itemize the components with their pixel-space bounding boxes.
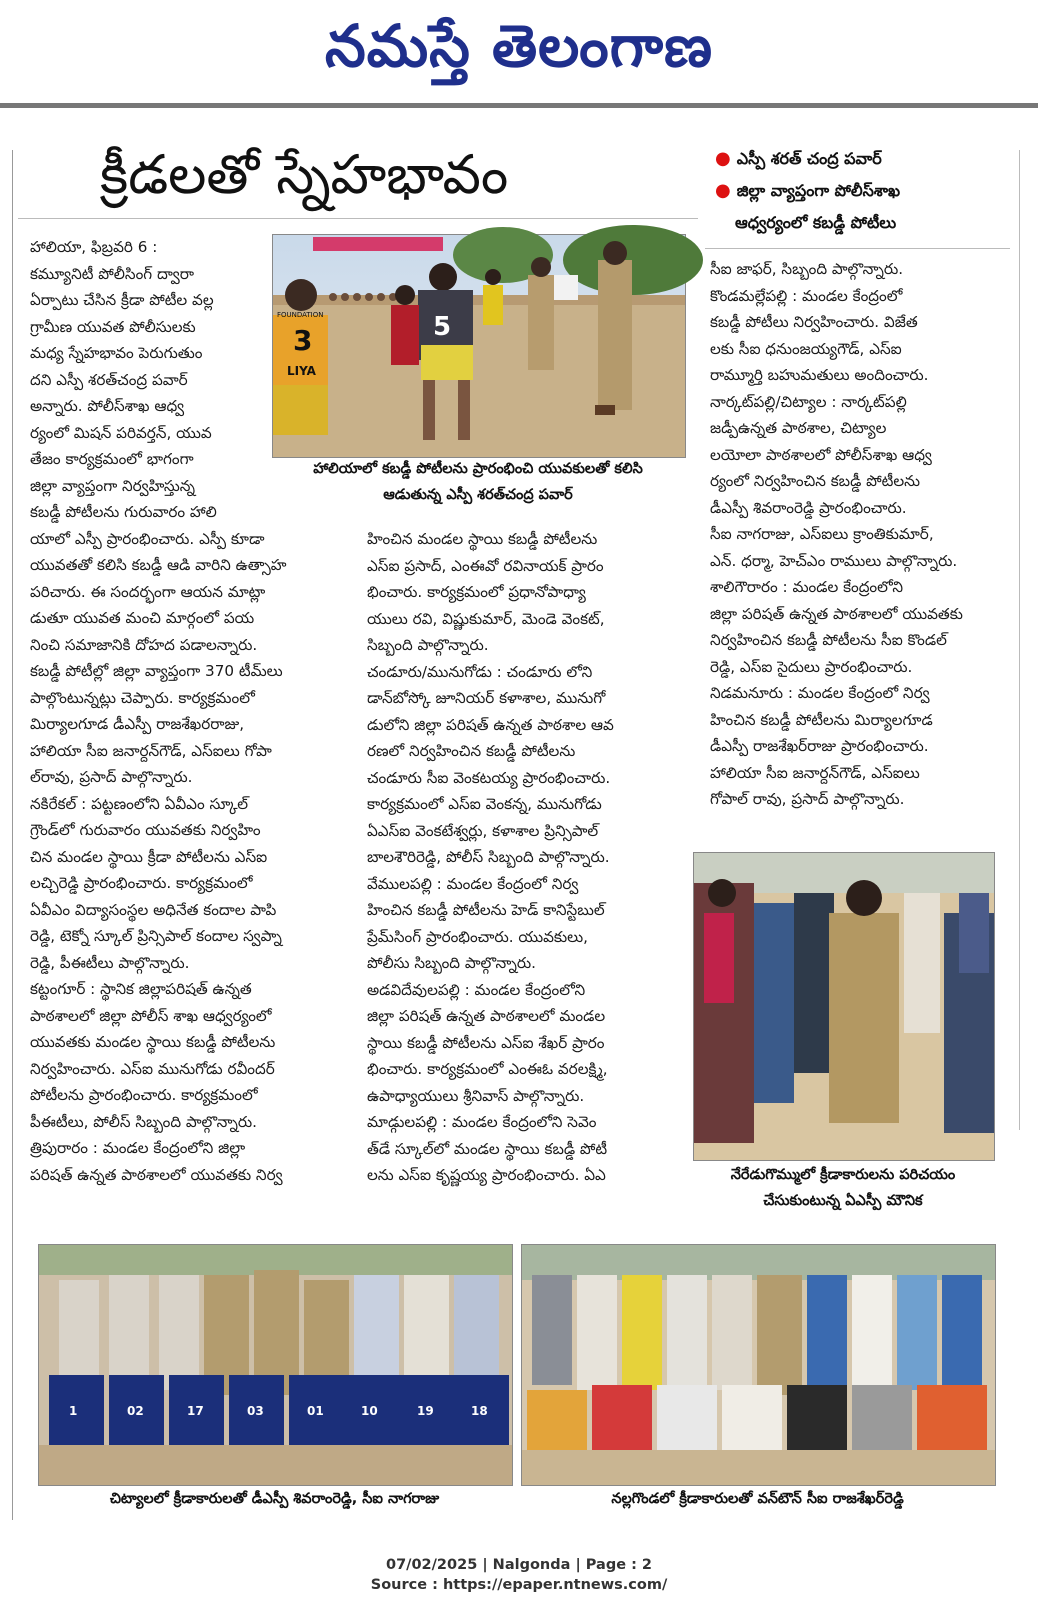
photo-chityal <box>38 1244 513 1486</box>
article-text-line: జిల్లా వ్యాప్తంగా నిర్వహిస్తున్న <box>30 476 195 495</box>
article-text-line: పాఠశాలలో జిల్లా పోలీస్ శాఖ ఆధ్వర్యంలో <box>30 1006 272 1025</box>
article-text-line: లకు సీఐ ధనుంజయ్యగౌడ్, ఎస్ఐ <box>710 339 902 358</box>
article-text-line: ఏవీఎం విద్యాసంస్థల అధినేత కందాల పాపి <box>30 900 277 919</box>
article-text-line: ర్యంలో నిర్వహించిన కబడ్డీ పోటీలను <box>710 472 921 490</box>
article-text-line: కొండమల్లేపల్లి : మండల కేంద్రంలో <box>710 286 903 305</box>
article-text-line: బాలశౌరిరెడ్డి, పోలీస్ సిబ్బంది పాల్గొన్నారు. <box>367 848 610 866</box>
article-text-line: మధ్య స్నేహభావం పెరుగుతుం <box>30 344 203 362</box>
article-text-line: ఉపాధ్యాయులు శ్రీనివాస్ పాల్గొన్నారు. <box>367 1086 585 1105</box>
article-text-line: గ్రౌండ్‌లో గురువారం యువతకు నిర్వహిం <box>30 821 261 839</box>
team-number: 19 <box>417 1404 434 1418</box>
article-text-line: నార్కట్‌పల్లి/చిట్యాల : నార్కట్‌పల్లి <box>710 392 907 411</box>
right-margin-rule <box>1019 150 1020 1130</box>
article-text-line: స్థాయి కబడ్డీ పోటీలను ఎస్ఐ శేఖర్ ప్రారం <box>367 1033 605 1052</box>
highlight-item: ● ఎస్పీ శరత్ చంద్ర పవార్ <box>715 148 882 169</box>
article-text-line: యులు రవి, విష్ణుకుమార్, మెండె వెంకట్, <box>367 609 605 628</box>
photo-main-caption: హాలియాలో కబడ్డీ పోటీలను ప్రారంభించి యువకులతో కలిసి ఆడుతున్న ఎస్పీ శరత్‌చంద్ర పవార్ <box>313 461 643 503</box>
article-text-line: హించిన కబడ్డీ పోటీలను మిర్యాలగూడ <box>710 710 933 729</box>
article-text-line: డుతూ యువత మంచి మార్గంలో పయ <box>30 609 255 627</box>
article-text-line: లయోలా పాఠశాలలో పోలీస్‌శాఖ ఆధ్వ <box>710 445 932 464</box>
jersey-number-3: 3 <box>293 324 313 357</box>
article-text-line: కబడ్డీ పోటీలను గురువారం హాలి <box>30 503 217 521</box>
article-column-1 <box>30 234 287 1188</box>
highlights-rule <box>705 248 1010 249</box>
article-text-line: రామ్మూర్తి బహుమతులు అందించారు. <box>710 366 929 384</box>
article-text-line: ఎస్ఐ ప్రసాద్, ఎంఈవో రవినాయక్ ప్రారం <box>367 556 604 575</box>
team-number: 17 <box>187 1404 204 1418</box>
article-text-line: వేములపల్లి : మండల కేంద్రంలో నిర్వ <box>367 874 579 893</box>
article-text-line: డులోని జిల్లా పరిషత్ ఉన్నత పాఠశాల ఆవ <box>367 715 614 734</box>
article-text-line: భించారు. కార్యక్రమంలో ఎంఈఓ వరలక్ష్మి, <box>367 1060 608 1078</box>
article-text-line: గ్రామీణ యువత పోలీసులకు <box>30 317 196 336</box>
article-text-line: కబడ్డీ పోటీల్లో జిల్లా వ్యాప్తంగా 370 టీమ్‌లు <box>30 662 283 680</box>
article-text-line: జడ్పీఉన్నత పాఠశాల, చిట్యాల <box>710 419 887 437</box>
article-column-3 <box>710 256 1006 813</box>
article-text-line: ల్‌రావు, ప్రసాద్ పాల్గొన్నారు. <box>30 768 193 786</box>
article-text-line: దని ఎస్పీ శరత్‌చంద్ర పవార్ <box>30 370 188 389</box>
article-text-line: ర్యంలో మిషన్ పరివర్తన్, యువ <box>30 423 212 442</box>
article-text-line: అడవిదేవులపల్లి : మండల కేంద్రంలోని <box>367 980 586 999</box>
article-text-line: పరిషత్ ఉన్నత పాఠశాలలో యువతకు నిర్వ <box>30 1165 283 1184</box>
article-text-line: ఏర్పాటు చేసిన క్రీడా పోటీల వల్ల <box>30 291 214 309</box>
article-text-line: రెడ్డి, ఎస్ఐ సైదులు ప్రారంభించారు. <box>710 657 913 676</box>
article-text-line: సీఐ జాఫర్, సిబ్బంది పాల్గొన్నారు. <box>710 260 904 278</box>
article-text-line: హించిన మండల స్థాయి కబడ్డీ పోటీలను <box>367 530 598 548</box>
jersey-number-5: 5 <box>433 312 452 342</box>
article-text-line: తేజం కార్యక్రమంలో భాగంగా <box>30 450 194 468</box>
article-text-line: హాలియా సీఐ జనార్దన్‌గౌడ్, ఎస్ఐలు <box>710 763 920 782</box>
photo-kabaddi-haliya-image <box>273 235 685 457</box>
bullet-icon: ● <box>715 148 731 169</box>
article-text-line: యువతకు మండల స్థాయి కబడ్డీ పోటీలను <box>30 1033 276 1051</box>
highlight-item: ● జిల్లా వ్యాప్తంగా పోలీస్‌శాఖ <box>715 180 901 201</box>
team-number: 18 <box>471 1404 488 1418</box>
article-text-line: లను ఎస్ఐ కృష్ణయ్య ప్రారంభించారు. ఏఎ <box>367 1166 606 1184</box>
highlights-box <box>715 143 1015 239</box>
article-text-line: చిన మండల స్థాయి క్రీడా పోటీలను ఎస్ఐ <box>30 847 268 866</box>
article-text-line: ప్రేమ్‌సింగ్ ప్రారంభించారు. యువకులు, <box>367 927 588 946</box>
article-text-line: హించిన కబడ్డీ పోటీలను హెడ్ కానిస్టేబుల్ <box>367 901 605 919</box>
article-text-line: రెడ్డి, టెక్నో స్కూల్ ప్రిన్సిపాల్ కందాల స్వప్నా <box>30 927 282 945</box>
article-text-line: నిర్వహించిన కబడ్డీ పోటీలను సీఐ కొండల్ <box>710 631 947 649</box>
article-text-line: రెడ్డి, పీఈటీలు పాల్గొన్నారు. <box>30 953 190 972</box>
article-text-line: జిల్లా పరిషత్ ఉన్నత పాఠశాలలో మండల <box>367 1007 606 1025</box>
left-margin-rule <box>12 150 13 1520</box>
article-text-line: పాల్గొంటున్నట్లు చెప్పారు. కార్యక్రమంలో <box>30 688 255 707</box>
team-number: 10 <box>361 1404 378 1418</box>
article-text-line: కట్టంగూర్ : స్థానిక జిల్లాపరిషత్ ఉన్నత <box>30 980 252 998</box>
article-text-line: డాన్‌బోస్కో జూనియర్ కళాశాల, మునుగో <box>367 689 606 707</box>
article-text-line: పోలీసు సిబ్బంది పాల్గొన్నారు. <box>367 954 536 972</box>
article-text-line: మాడ్గులపల్లి : మండల కేంద్రంలోని సెవెం <box>367 1113 597 1131</box>
photo-nalgonda-image <box>522 1245 995 1485</box>
footer-source-line: Source : https://epaper.ntnews.com/ <box>370 1577 668 1593</box>
article-column-2 <box>367 526 675 1189</box>
masthead <box>0 0 1038 108</box>
article-text-line: పీఈటీలు, పోలీస్ సిబ్బంది పాల్గొన్నారు. <box>30 1112 257 1131</box>
jersey-text: FOUNDATION <box>277 311 324 319</box>
masthead-rule <box>0 103 1038 108</box>
jersey-text: LIYA <box>287 364 316 378</box>
bullet-icon: ● <box>715 180 731 201</box>
article-text-line: కార్యక్రమంలో ఎస్ఐ వెంకన్న, మునుగోడు <box>367 795 602 813</box>
article-text-line: త్‌డే స్కూల్‌లో మండల స్థాయి కబడ్డీ పోటీ <box>367 1139 608 1158</box>
article-text-line: జిల్లా పరిషత్ ఉన్నత పాఠశాలలో యువతకు <box>710 604 963 623</box>
article-text-line: నిడమనూరు : మండల కేంద్రంలో నిర్వ <box>710 684 930 702</box>
article-text-line: డీఎస్పీ రాజశేఖర్‌రాజు ప్రారంభించారు. <box>710 737 929 755</box>
article-text-line: పరిచారు. ఈ సందర్భంగా ఆయన మాట్లా <box>30 582 266 601</box>
article-text-line: హాలియా సీఐ జనార్దన్‌గౌడ్, ఎస్ఐలు గోపా <box>30 741 272 760</box>
newspaper-logo: నమస్తే తెలంగాణ <box>325 12 713 80</box>
highlight-item: ఆధ్వర్యంలో కబడ్డీ పోటీలు <box>735 213 897 232</box>
team-number: 01 <box>307 1404 324 1418</box>
article-headline: క్రీడలతో స్నేహభావం <box>100 143 509 206</box>
photo-br-caption: నల్లగొండలో క్రీడాకారులతో వన్‌టౌన్ సీఐ రాజశేఖర్‌రెడ్డి <box>611 1491 904 1507</box>
article-text-line: చండూరు/మునుగోడు : చండూరు లోని <box>367 662 593 681</box>
photo-bl-caption: చిట్యాలలో క్రీడాకారులతో డీఎస్పీ శివరాంరెడ్డి, సీఐ నాగరాజు <box>109 1491 440 1507</box>
team-number: 03 <box>247 1404 264 1418</box>
article-text-line: సిబ్బంది పాల్గొన్నారు. <box>367 636 489 654</box>
article-text-line: త్రిపురారం : మండల కేంద్రంలోని జిల్లా <box>30 1139 246 1157</box>
article-text-line: డీఎస్పీ శివరాంరెడ్డి ప్రారంభించారు. <box>710 498 907 517</box>
article-text-line: మిర్యాలగూడ డీఎస్పీ రాజశేఖరరాజు, <box>30 715 245 733</box>
photo-nalgonda <box>521 1244 996 1486</box>
article-text-line: శాలిగౌరారం : మండల కేంద్రంలోని <box>710 578 904 596</box>
article-text-line: యాలో ఎస్పీ ప్రారంభించారు. ఎస్పీ కూడా <box>30 529 265 548</box>
article-text-line: అన్నారు. పోలీస్‌శాఖ ఆధ్వ <box>30 397 185 415</box>
article-text-line: గోపాల్ రావు, ప్రసాద్ పాల్గొన్నారు. <box>710 790 905 808</box>
article-text-line: భించారు. కార్యక్రమంలో ప్రధానోపాధ్యా <box>367 583 586 601</box>
article-text-line: యువతతో కలిసి కబడ్డీ ఆడి వారిని ఉత్సాహ <box>30 556 287 574</box>
article-text-line: నించి సమాజానికి దోహద పడాలన్నారు. <box>30 635 258 654</box>
photo-nereduogommu-image <box>694 853 994 1160</box>
article-text-line: లచ్చిరెడ్డి ప్రారంభించారు. కార్యక్రమంలో <box>30 874 253 892</box>
article-text-line: పోటీలను ప్రారంభించారు. కార్యక్రమంలో <box>30 1086 258 1104</box>
team-number: 1 <box>69 1404 78 1418</box>
headline-rule <box>18 218 698 219</box>
photo-nereduogommu <box>693 852 995 1161</box>
article-text-line: ఎన్. ధర్మా, హెచ్‌ఎం రాములు పాల్గొన్నారు. <box>710 551 958 570</box>
article-text-line: సీఐ నాగరాజు, ఎస్ఐలు క్రాంతికుమార్, <box>710 525 934 543</box>
article-text-line: చండూరు సీఐ వెంకటయ్య ప్రారంభించారు. <box>367 768 611 787</box>
article-text-line: కబడ్డీ పోటీలు నిర్వహించారు. విజేత <box>710 313 918 331</box>
footer-date-line: 07/02/2025 | Nalgonda | Page : 2 <box>385 1557 653 1573</box>
article-text-line: రణలో నిర్వహించిన కబడ్డీ పోటీలను <box>367 742 576 760</box>
article-text-line: నిర్వహించారు. ఎస్ఐ మునుగోడు రవీందర్ <box>30 1059 275 1078</box>
article-text-line: హాలియా, ఫిబ్రవరి 6 : <box>30 238 158 256</box>
page-footer <box>0 1555 1038 1595</box>
article-text-line: నకిరేకల్ : పట్టణంలోని ఏవీఎం స్కూల్ <box>30 794 249 813</box>
team-number: 02 <box>127 1404 144 1418</box>
article-text-line: ఏఎస్ఐ వెంకటేశ్వర్లు, కళాశాల ప్రిన్సిపాల్ <box>367 821 599 840</box>
article-text-line: కమ్యూనిటీ పోలీసింగ్ ద్వారా <box>30 264 194 283</box>
photo-chityal-image <box>39 1245 512 1485</box>
photo-kabaddi-haliya <box>272 234 686 458</box>
photo-right-caption: నేరేడుగొమ్ములో క్రీడాకారులను పరిచయం చేసుకుంటున్న ఏఎస్పీ మౌనిక <box>730 1167 956 1209</box>
